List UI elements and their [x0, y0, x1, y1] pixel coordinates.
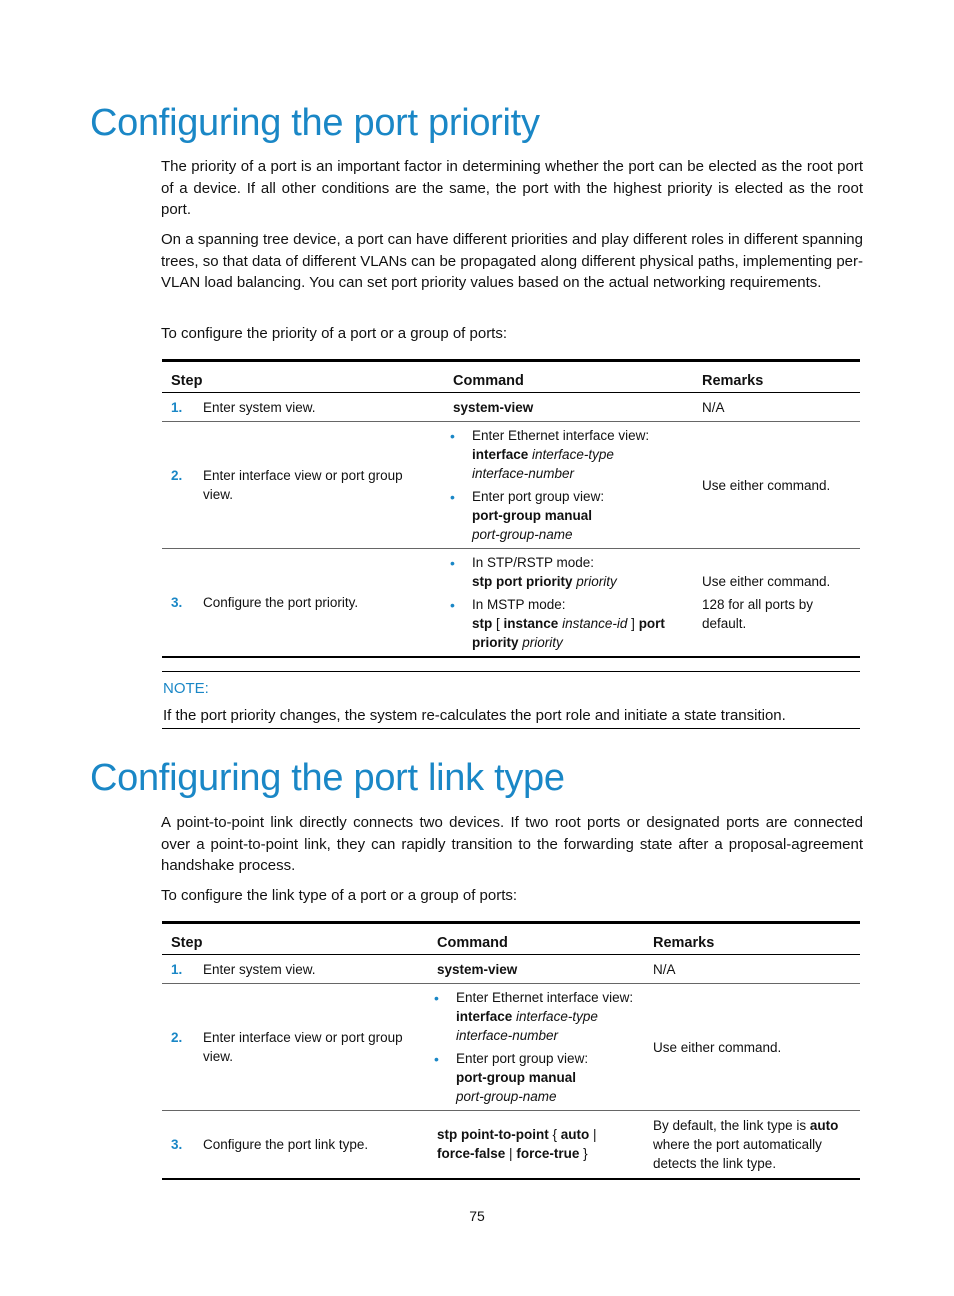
command-bullet: • Enter port group view: port-group manual port-group-name	[434, 1051, 589, 1104]
step-number: 1.	[171, 961, 183, 977]
step-number: 3.	[171, 595, 183, 610]
step-cell	[162, 984, 428, 1111]
remark-text: By default, the link type is	[653, 1117, 807, 1133]
note-label: NOTE:	[163, 680, 209, 697]
step-cell	[162, 955, 428, 984]
step-number: 1.	[171, 399, 183, 415]
page-number: 75	[469, 1208, 485, 1224]
step-number: 2.	[171, 468, 183, 483]
remark-text: N/A	[702, 399, 725, 415]
bullet-icon: •	[450, 555, 455, 571]
section-title-port-link-type: Configuring the port link type	[90, 757, 565, 799]
remark-text: where the port automatically detects the link type.	[653, 1136, 822, 1171]
port-priority-table	[162, 359, 860, 658]
step-cell	[162, 549, 444, 658]
remark-keyword: auto	[809, 1117, 839, 1133]
table-row	[162, 955, 860, 984]
command-cell	[444, 393, 693, 422]
step-description: Configure the port priority.	[203, 595, 359, 610]
remark-text: 128 for all ports by default.	[702, 597, 814, 631]
bullet-icon: •	[434, 1051, 439, 1067]
table-header-row	[162, 361, 860, 393]
command-cell	[428, 984, 644, 1111]
bullet-icon: •	[450, 428, 455, 444]
command-cell	[428, 955, 644, 984]
header-remarks: Remarks	[693, 361, 860, 393]
remark-text: Use either command.	[702, 574, 831, 589]
command-cell: stp point-to-point { auto | force-false | force-true }	[428, 1111, 644, 1179]
remark-cell	[644, 984, 860, 1111]
table-row	[162, 422, 860, 549]
header-remarks: Remarks	[644, 923, 860, 955]
command-bullet: • In MSTP mode: stp [ instance instance-id ] port priority priority	[450, 597, 665, 650]
table-header-row	[162, 923, 860, 955]
step-description: Configure the port link type.	[203, 1136, 369, 1152]
remark-cell	[693, 422, 860, 549]
remark-cell	[644, 1111, 860, 1179]
bullet-icon: •	[434, 990, 439, 1006]
table-row	[162, 1111, 860, 1179]
note-text: If the port priority changes, the system re-calculates the port role and initiate a state transition.	[163, 707, 786, 724]
table-row	[162, 549, 860, 658]
step-cell	[162, 422, 444, 549]
remark-cell	[693, 549, 860, 658]
command-cell	[444, 422, 693, 549]
step-cell	[162, 1111, 428, 1179]
body-paragraph: On a spanning tree device, a port can have different priorities and play different roles in different spanning trees, so that data of different VLANs can be propagated along different physical paths, implementing per-VLAN load balancing. You can set port priority values based on the actual networking requirements.	[161, 231, 863, 291]
section-title-port-priority: Configuring the port priority	[90, 102, 540, 144]
step-description: Enter system view.	[203, 399, 316, 415]
remark-cell	[644, 955, 860, 984]
remark-text: Use either command.	[653, 1039, 782, 1055]
table-row	[162, 393, 860, 422]
note-box	[162, 671, 860, 729]
remark-text: N/A	[653, 961, 676, 977]
header-step: Step	[162, 361, 444, 393]
header-command: Command	[444, 361, 693, 393]
remark-cell	[693, 393, 860, 422]
intro-paragraph: A point-to-point link directly connects two devices. If two root ports or designated ports are connected over a point-to-point link, they can rapidly transition to the forwarding state after a proposal-agreement handshake process.	[161, 814, 863, 874]
header-command: Command	[428, 923, 644, 955]
step-description: Enter system view.	[203, 961, 316, 977]
command-bullet: • In STP/RSTP mode: stp port priority priority	[450, 555, 617, 589]
bullet-icon: •	[450, 597, 455, 613]
intro-paragraph: The priority of a port is an important factor in determining whether the port can be elected as the root port of a device. If all other conditions are the same, the port with the highest priority is elected as the root port.	[161, 158, 863, 218]
command-bullet: • Enter port group view: port-group manual port-group-name	[450, 489, 605, 542]
command-cell	[444, 549, 693, 658]
step-number: 3.	[171, 1136, 183, 1152]
table-intro: To configure the link type of a port or a group of ports:	[161, 887, 518, 904]
remark-text: Use either command.	[702, 477, 831, 493]
header-step: Step	[162, 923, 428, 955]
step-number: 2.	[171, 1030, 183, 1045]
command-keyword: system-view	[453, 399, 534, 415]
table-intro: To configure the priority of a port or a group of ports:	[161, 325, 508, 342]
command-bullet: • Enter Ethernet interface view: interface interface-type interface-number	[450, 428, 650, 481]
step-description: Enter interface view or port group view.	[203, 468, 403, 502]
link-type-table	[162, 921, 860, 1180]
command-keyword: system-view	[437, 961, 518, 977]
step-description: Enter interface view or port group view.	[203, 1030, 403, 1064]
bullet-icon: •	[450, 489, 455, 505]
table-row	[162, 984, 860, 1111]
step-cell	[162, 393, 444, 422]
command-bullet: • Enter Ethernet interface view: interface interface-type interface-number	[434, 990, 634, 1043]
